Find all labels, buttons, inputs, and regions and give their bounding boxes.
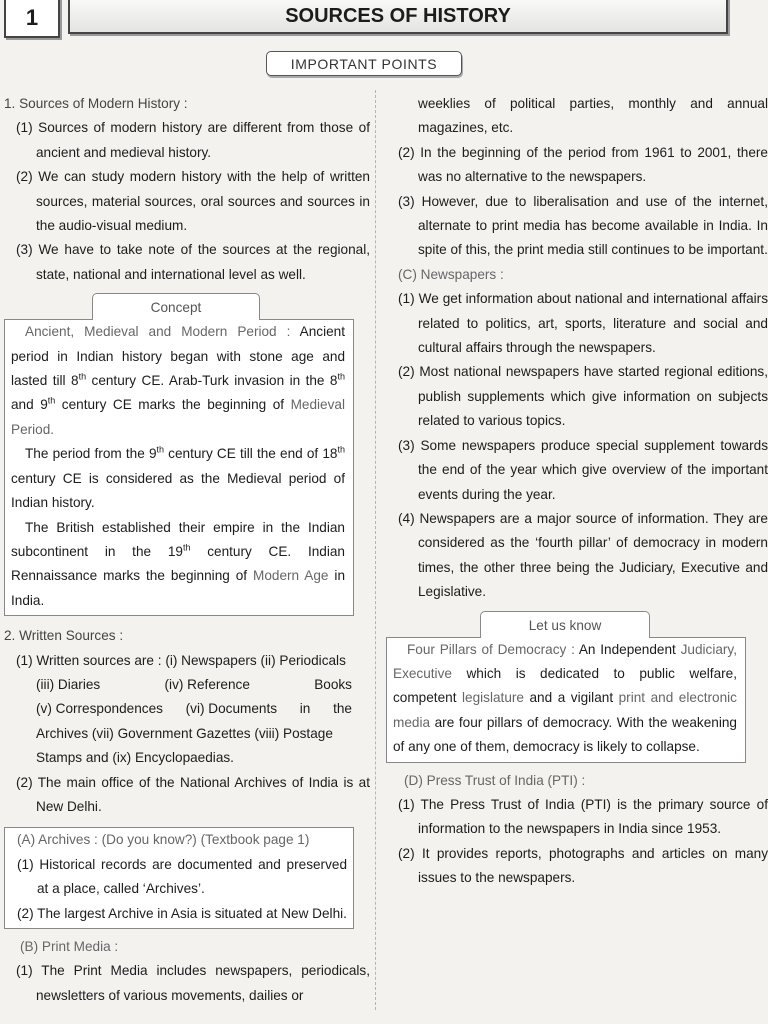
pillars-title: Four Pillars of Democracy : <box>407 641 575 657</box>
concept-tab: Concept <box>92 293 260 320</box>
concept-title: Ancient, Medieval and Modern Period : <box>25 324 291 340</box>
list-item: (3) However, due to liberalisation and use of the internet, alternate to print media has become available in India. In spite of this, the print media still continues to be important. <box>398 193 768 258</box>
highlight-medieval-period: Medieval Period. <box>11 397 345 437</box>
sources-row: (iii) Diaries (iv) Reference Books <box>36 676 352 692</box>
print-media-heading: (B) Print Media : <box>20 939 119 954</box>
list-item: (3) Some newspapers produce special supplement towards the end of the year which give overview of the important events during the year. <box>398 437 768 502</box>
let-us-know-tab: Let us know <box>480 611 650 638</box>
list-item: (2) The largest Archive in Asia is situated at New Delhi. <box>17 905 347 921</box>
list-item: (2) The main office of the National Archives of India is at New Delhi. <box>16 774 370 814</box>
concept-paragraph-modern: The British established their empire in the Indian subcontinent in the 19th century CE. Indian Rennaissance marks the beginning of Modern Age in India. <box>11 519 345 608</box>
list-item: (1) Historical records are documented and preserved at a place, called ‘Archives’. <box>17 856 347 897</box>
section-heading-written-sources: 2. Written Sources : <box>4 628 124 644</box>
sources-row: (v) Correspondences (vi) Documents in the <box>36 701 352 717</box>
highlight-modern-age: Modern Age <box>253 568 329 584</box>
sources-row: Archives (vii) Government Gazettes (viii) Postage <box>36 725 333 741</box>
newspapers-heading: (C) Newspapers : <box>398 266 504 282</box>
list-item: (1) The Print Media includes newspapers, periodicals, newsletters of various movements, dailies or <box>16 963 370 1003</box>
list-item: (2) In the beginning of the period from 1961 to 2001, there was no alternative to the newspapers. <box>398 144 768 185</box>
right-column <box>386 92 768 891</box>
concept-box <box>4 319 354 616</box>
list-item: (1) Sources of modern history are different from those of ancient and medieval history. <box>16 120 370 160</box>
archives-heading: (A) Archives : (Do you know?) (Textbook page 1) <box>17 832 310 848</box>
left-column <box>0 92 370 1008</box>
concept-tab-row <box>0 293 370 319</box>
pti-heading: (D) Press Trust of India (PTI) : <box>404 772 586 788</box>
important-points-label: IMPORTANT POINTS <box>266 51 462 76</box>
sources-row: Stamps and (ix) Encyclopaedias. <box>36 750 234 766</box>
section-heading-modern-sources: 1. Sources of Modern History : <box>4 96 188 111</box>
list-item: (4) Newspapers are a major source of information. They are considered as the ‘fourth pillar’ of democracy in modern times, the other three being the Judiciary, Executive and Legislative. <box>398 510 768 600</box>
chapter-number: 1 <box>4 0 60 38</box>
list-item: (1) The Press Trust of India (PTI) is the primary source of information to the newspapers in India since 1953. <box>398 796 768 837</box>
list-item: (2) Most national newspapers have started regional editions, publish supplements which give information on subjects related to various topics. <box>398 364 768 429</box>
concept-paragraph-medieval: The period from the 9th century CE till the end of 18th century CE is considered as the Medieval period of Indian history. <box>11 444 345 511</box>
list-item: (2) We can study modern history with the help of written sources, material sources, oral sources and sources in the audio-visual medium. <box>16 169 370 234</box>
list-item: (1) We get information about national and international affairs related to politics, art, sports, literature and social and cultural affairs through the newspapers. <box>398 291 768 356</box>
let-us-know-box <box>386 637 746 763</box>
list-item: (2) It provides reports, photographs and articles on many issues to the newspapers. <box>398 845 768 886</box>
let-us-know-tab-row <box>386 611 768 637</box>
print-media-continued: weeklies of political parties, monthly and annual magazines, etc. <box>418 96 768 136</box>
list-item: (1) Written sources are : (i) Newspapers (ii) Periodicals <box>16 652 346 668</box>
chapter-title: SOURCES OF HISTORY <box>68 0 728 34</box>
list-item: (3) We have to take note of the sources at the regional, state, national and international level as well. <box>16 242 370 282</box>
archives-box <box>4 827 354 929</box>
pillars-paragraph: Four Pillars of Democracy : An Independent Judiciary, Executive which is dedicated to public welfare, competent legislature and a vigilant print and electronic media are four pillars of democracy. With the weakening of any one of them, democracy is likely to collapse. <box>393 641 737 755</box>
concept-paragraph-ancient: Ancient, Medieval and Modern Period : Ancient period in Indian history began with stone age and lasted till 8th century CE. Arab-Turk invasion in the 8th and 9th century CE marks the beginning of Medieval Period. <box>11 324 346 437</box>
column-divider <box>375 90 376 1010</box>
